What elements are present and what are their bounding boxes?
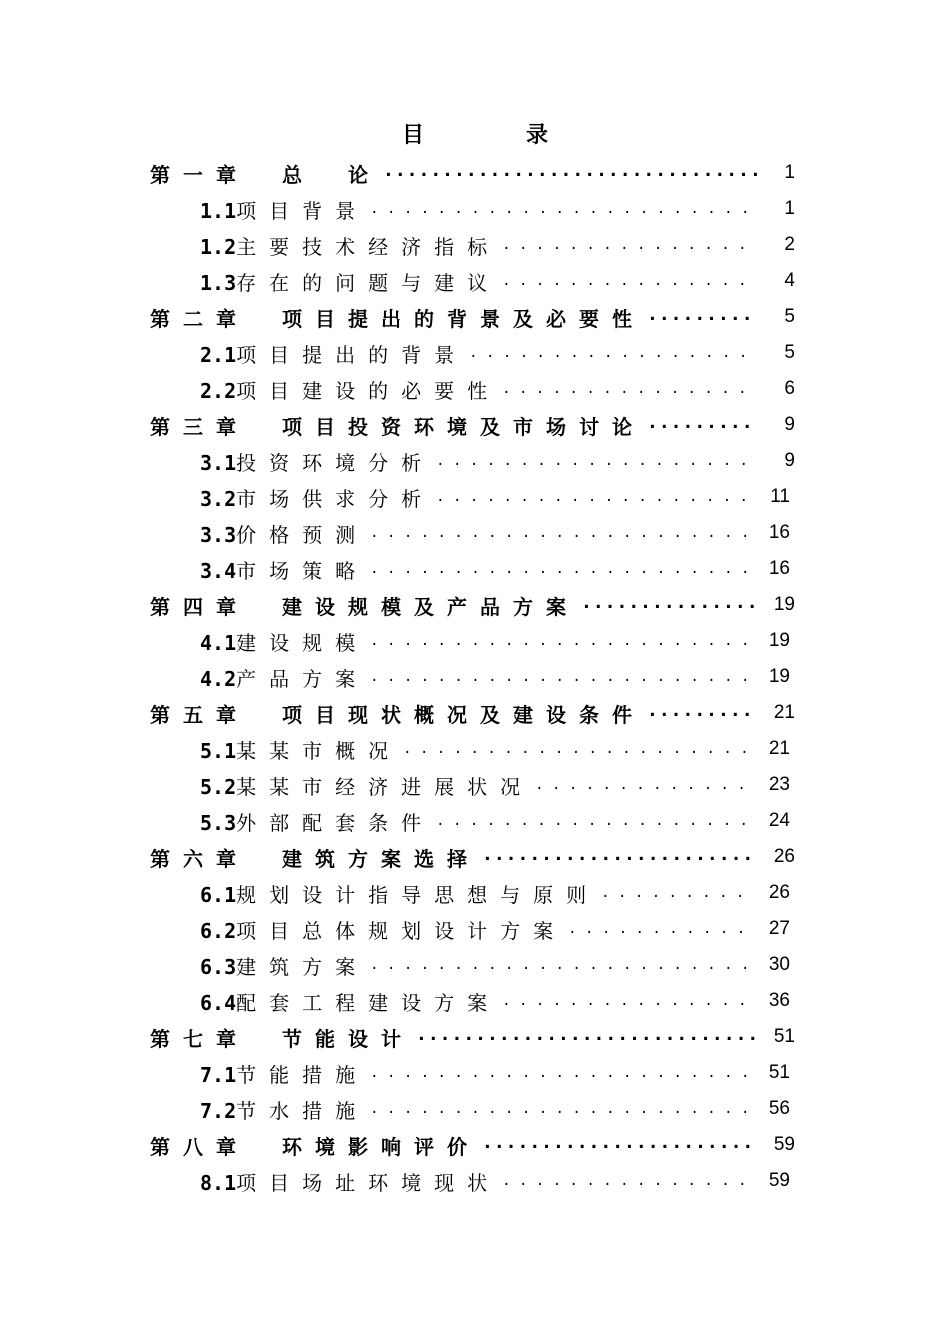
toc-page-number: 5 [784, 342, 795, 363]
toc-page-number: 19 [768, 630, 790, 651]
toc-entry-label [200, 771, 533, 800]
toc-section-number: 1.2 [200, 234, 237, 259]
toc-section-number: 2.1 [200, 342, 237, 367]
toc-dot-leader [482, 1135, 757, 1155]
toc-page-number: 1 [784, 198, 795, 219]
toc-dot-leader [647, 703, 757, 723]
toc-page-number: 27 [768, 918, 790, 939]
toc-entry-label [150, 1131, 480, 1160]
toc-title: 目 录 [401, 122, 588, 148]
toc-dot-leader [370, 631, 752, 651]
toc-dot-leader [403, 739, 752, 759]
toc-entry-text: 规划设计指导思想与原则 [236, 882, 600, 907]
toc-section-number: 5.1 [200, 738, 237, 763]
toc-entry-label [150, 843, 480, 872]
toc-entry-text: 主要技术经济指标 [236, 234, 501, 259]
toc-entry-text: 第一章 总 论 [150, 162, 381, 187]
toc-entry-text: 产品方案 [236, 666, 369, 691]
toc-chapter-entry[interactable] [150, 839, 795, 875]
toc-entry-label [200, 267, 500, 296]
toc-entry-text: 项目总体规划设计方案 [236, 918, 567, 943]
toc-entry-text: 项目场址环境现状 [236, 1170, 501, 1195]
toc-section-entry[interactable] [200, 1055, 790, 1091]
toc-section-entry[interactable] [200, 551, 790, 587]
toc-section-number: 5.2 [200, 774, 237, 799]
toc-section-number: 3.2 [200, 486, 237, 511]
toc-entry-label [150, 159, 381, 188]
toc-dot-leader [416, 1027, 757, 1047]
toc-dot-leader [436, 451, 757, 471]
toc-dot-leader [370, 199, 757, 219]
toc-section-number: 4.2 [200, 666, 237, 691]
toc-page-number: 6 [784, 378, 795, 399]
toc-entry-text: 投资环境分析 [236, 450, 435, 475]
toc-entry-text: 项目背景 [236, 198, 369, 223]
toc-entry-label [150, 1023, 414, 1052]
toc-entry-text: 第八章 环境影响评价 [150, 1134, 480, 1159]
toc-dot-leader [535, 775, 752, 795]
toc-entry-text: 建筑方案 [236, 954, 369, 979]
toc-page-number: 26 [768, 882, 790, 903]
toc-chapter-entry[interactable] [150, 1127, 795, 1163]
toc-entry-text: 价格预测 [236, 522, 369, 547]
toc-page-number: 59 [773, 1134, 795, 1155]
toc-entry-label [200, 627, 368, 656]
toc-entry-label [200, 231, 500, 260]
toc-page-number: 16 [768, 558, 790, 579]
toc-section-entry[interactable] [200, 731, 790, 767]
toc-entry-label [200, 447, 434, 476]
toc-entry-label [200, 879, 599, 908]
toc-dot-leader [502, 235, 757, 255]
toc-dot-leader [502, 271, 757, 291]
toc-section-number: 3.4 [200, 558, 237, 583]
toc-entry-label [200, 1095, 368, 1124]
toc-entry-text: 外部配套条件 [236, 810, 435, 835]
toc-entry-label [150, 411, 645, 440]
toc-page-number: 19 [773, 594, 795, 615]
toc-section-number: 6.1 [200, 882, 237, 907]
toc-page-number: 30 [768, 954, 790, 975]
toc-page-number: 59 [768, 1170, 790, 1191]
toc-page-number: 51 [768, 1062, 790, 1083]
toc-page-number: 19 [768, 666, 790, 687]
toc-dot-leader [581, 595, 757, 615]
toc-entry-text: 配套工程建设方案 [236, 990, 501, 1015]
toc-section-number: 6.3 [200, 954, 237, 979]
toc-entry-text: 第三章 项目投资环境及市场讨论 [150, 414, 645, 439]
toc-page-number: 26 [773, 846, 795, 867]
toc-section-number: 1.1 [200, 198, 237, 223]
toc-entry-label [200, 807, 434, 836]
toc-entry-label [150, 699, 645, 728]
toc-entry-label [200, 1059, 368, 1088]
toc-entry-text: 第二章 项目提出的背景及必要性 [150, 306, 645, 331]
toc-page-number: 16 [768, 522, 790, 543]
toc-page-number: 56 [768, 1098, 790, 1119]
toc-entry-text: 市场策略 [236, 558, 369, 583]
toc-dot-leader [370, 559, 752, 579]
toc-entry-text: 节水措施 [236, 1098, 369, 1123]
toc-entry-text: 某某市概况 [236, 738, 402, 763]
toc-dot-leader [370, 1099, 752, 1119]
toc-dot-leader [370, 1063, 752, 1083]
toc-section-number: 6.2 [200, 918, 237, 943]
toc-dot-leader [568, 919, 752, 939]
toc-page-number: 51 [773, 1026, 795, 1047]
toc-section-entry[interactable] [200, 443, 795, 479]
toc-dot-leader [436, 487, 752, 507]
toc-entry-text: 存在的问题与建议 [236, 270, 501, 295]
toc-dot-leader [647, 307, 757, 327]
toc-section-entry[interactable] [200, 983, 790, 1019]
toc-page-number: 21 [768, 738, 790, 759]
toc-section-number: 6.4 [200, 990, 237, 1015]
toc-page-number: 2 [784, 234, 795, 255]
toc-section-number: 7.1 [200, 1062, 237, 1087]
toc-entry-label [200, 555, 368, 584]
toc-entry-label [200, 195, 368, 224]
toc-dot-leader [370, 523, 752, 543]
toc-entry-label [200, 915, 566, 944]
toc-section-entry[interactable] [200, 263, 795, 299]
toc-section-entry[interactable] [200, 911, 790, 947]
toc-dot-leader [647, 415, 757, 435]
toc-section-entry[interactable] [200, 659, 790, 695]
toc-page-number: 24 [768, 810, 790, 831]
toc-page-number: 9 [784, 414, 795, 435]
toc-section-number: 3.3 [200, 522, 237, 547]
toc-page-number: 11 [770, 486, 790, 507]
toc-page-number: 4 [784, 270, 795, 291]
toc-section-entry[interactable] [200, 875, 790, 911]
toc-chapter-entry[interactable] [150, 155, 795, 191]
toc-chapter-entry[interactable] [150, 587, 795, 623]
toc-section-entry[interactable] [200, 1091, 790, 1127]
toc-page-number: 1 [784, 162, 795, 183]
toc-entry-label [200, 519, 368, 548]
toc-dot-leader [383, 163, 757, 183]
toc-section-number: 3.1 [200, 450, 237, 475]
toc-section-number: 2.2 [200, 378, 237, 403]
toc-dot-leader [370, 955, 752, 975]
toc-entry-label [200, 339, 467, 368]
toc-dot-leader [469, 343, 757, 363]
toc-section-number: 7.2 [200, 1098, 237, 1123]
toc-dot-leader [502, 1171, 752, 1191]
toc-dot-leader [370, 667, 752, 687]
toc-entry-text: 第七章 节能设计 [150, 1026, 414, 1051]
toc-section-entry[interactable] [200, 515, 790, 551]
toc-entry-label [150, 303, 645, 332]
toc-section-number: 4.1 [200, 630, 237, 655]
toc-section-entry[interactable] [200, 803, 790, 839]
toc-section-entry[interactable] [200, 767, 790, 803]
toc-entry-text: 第六章 建筑方案选择 [150, 846, 480, 871]
toc-entry-text: 项目提出的背景 [236, 342, 468, 367]
toc-section-entry[interactable] [200, 479, 790, 515]
toc-chapter-entry[interactable] [150, 407, 795, 443]
toc-page-number: 23 [768, 774, 790, 795]
toc-entry-label [200, 987, 500, 1016]
toc-entry-text: 建设规模 [236, 630, 369, 655]
toc-entry-label [200, 951, 368, 980]
toc-entry-text: 第四章 建设规模及产品方案 [150, 594, 579, 619]
toc-section-entry[interactable] [200, 1163, 790, 1199]
toc-page-number: 36 [768, 990, 790, 1011]
toc-entry-text: 节能措施 [236, 1062, 369, 1087]
toc-chapter-entry[interactable] [150, 1019, 795, 1055]
toc-entry-label [200, 663, 368, 692]
toc-dot-leader [436, 811, 752, 831]
toc-section-number: 8.1 [200, 1170, 237, 1195]
toc-dot-leader [482, 847, 757, 867]
toc-section-entry[interactable] [200, 227, 795, 263]
toc-dot-leader [502, 991, 752, 1011]
toc-entry-label [200, 1167, 500, 1196]
toc-section-entry[interactable] [200, 335, 795, 371]
toc-entry-text: 第五章 项目现状概况及建设条件 [150, 702, 645, 727]
toc-page-number: 21 [773, 702, 795, 723]
toc-entry-label [200, 375, 500, 404]
toc-chapter-entry[interactable] [150, 299, 795, 335]
toc-page-number: 5 [784, 306, 795, 327]
toc-section-number: 5.3 [200, 810, 237, 835]
toc-entry-text: 项目建设的必要性 [236, 378, 501, 403]
toc-dot-leader [601, 883, 752, 903]
toc-section-number: 1.3 [200, 270, 237, 295]
toc-chapter-entry[interactable] [150, 695, 795, 731]
toc-entry-text: 市场供求分析 [236, 486, 435, 511]
toc-section-entry[interactable] [200, 947, 790, 983]
toc-entry-label [150, 591, 579, 620]
toc-section-entry[interactable] [200, 191, 795, 227]
toc-section-entry[interactable] [200, 623, 790, 659]
toc-page-number: 9 [784, 450, 795, 471]
toc-entry-text: 某某市经济进展状况 [236, 774, 534, 799]
toc-dot-leader [502, 379, 757, 399]
toc-section-entry[interactable] [200, 371, 795, 407]
toc-entry-label [200, 483, 434, 512]
toc-entry-label [200, 735, 401, 764]
